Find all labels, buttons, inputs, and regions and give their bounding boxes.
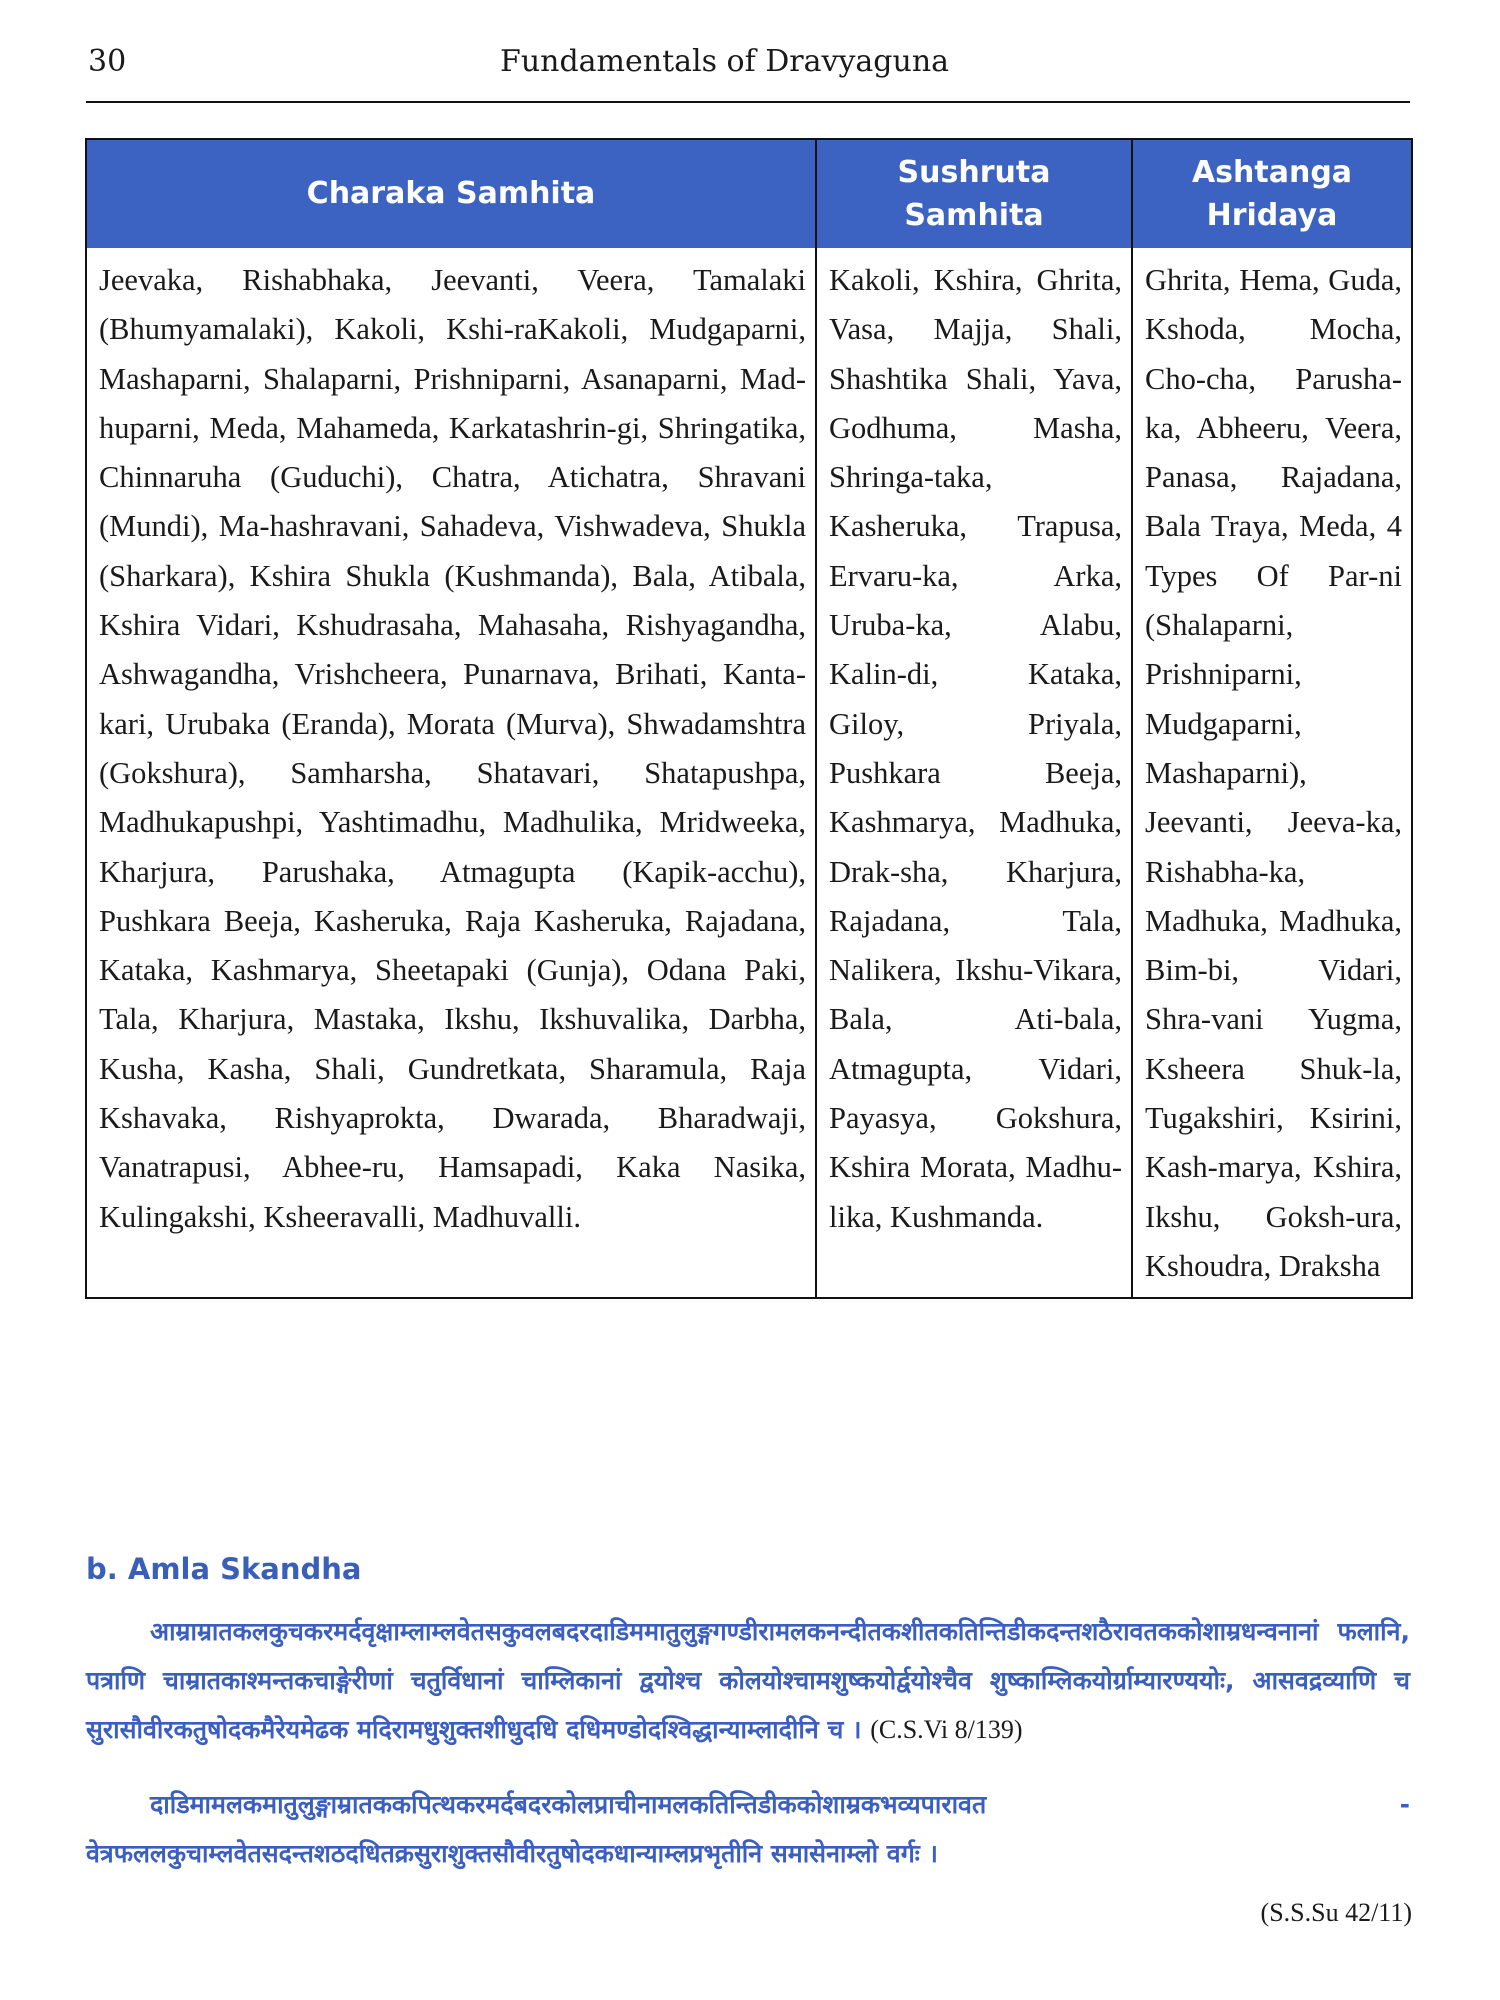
table-row [86, 248, 1412, 1298]
sanskrit-verse-2: दाडिमामलकमातुलुङ्गाम्रातककपित्थकरमर्दबदरकोलप्राचीनामलकतिन्तिडीककोशाम्रकभव्यपारावत - वेत्रफललकुचाम्लवेतसदन्तशठदधितक्रसुराशुक्तसौवीरतुषोदकधान्याम्लप्रभृतीनि समासेनाम्लो वर्गः । [86, 1790, 1410, 1868]
table-header-row [86, 139, 1412, 248]
cell-ashtanga-hridaya: Ghrita, Hema, Guda, Kshoda, Mocha, Cho-cha, Parusha-ka, Abheeru, Veera, Panasa, Rajadana, Bala Traya, Meda, 4 Types Of Par-ni (Shalaparni, Prishniparni, Mudgaparni, Mashaparni), Jeevanti, Jeeva-ka, Rishabha-ka, Madhuka, Madhuka, Bim-bi, Vidari, Shra-vani Yugma, Ksheera Shuk-la, Tugakshiri, Ksirini, Kash-marya, Kshira, Ikshu, Goksh-ura, Kshoudra, Draksha [1132, 248, 1412, 1298]
citation-2: (S.S.Su 42/11) [1260, 1898, 1412, 1927]
page-number: 30 [88, 44, 127, 79]
plant-list-table [85, 138, 1413, 1299]
header-divider [86, 101, 1410, 103]
cell-charaka-samhita: Jeevaka, Rishabhaka, Jeevanti, Veera, Tamalaki (Bhumyamalaki), Kakoli, Kshi-raKakoli, Mudgaparni, Mashaparni, Shalaparni, Prishniparni, Asanaparni, Mad-huparni, Meda, Mahameda, Karkatashrin-gi, Shringatika, Chinnaruha (Guduchi), Chatra, Atichatra, Shravani (Mundi), Ma-hashravani, Sahadeva, Vishwadeva, Shukla (Sharkara), Kshira Shukla (Kushmanda), Bala, Atibala, Kshira Vidari, Kshudrasaha, Mahasaha, Rishyagandha, Ashwagandha, Vrishcheera, Punarnava, Brihati, Kanta-kari, Urubaka (Eranda), Morata (Murva), Shwadamshtra (Gokshura), Samharsha, Shatavari, Shatapushpa, Madhukapushpi, Yashtimadhu, Madhulika, Mridweeka, Kharjura, Parushaka, Atmagupta (Kapik-acchu), Pushkara Beeja, Kasheruka, Raja Kasheruka, Rajadana, Kataka, Kashmarya, Sheetapaki (Gunja), Odana Paki, Tala, Kharjura, Mastaka, Ikshu, Ikshuvalika, Darbha, Kusha, Kasha, Shali, Gundretkata, Sharamula, Raja Kshavaka, Rishyaprokta, Dwarada, Bharadwaji, Vanatrapusi, Abhee-ru, Hamsapadi, Kaka Nasika, Kulingakshi, Ksheeravalli, Madhuvalli. [99, 263, 806, 1234]
header-charaka-samhita: Charaka Samhita [86, 139, 816, 248]
header-sushruta-samhita: Sushruta Samhita [816, 139, 1132, 248]
verse-1-text: आम्राम्रातकलकुचकरमर्दवृक्षाम्लाम्लवेतसकुवलबदरदाडिममातुलुङ्गगण्डीरामलकनन्दीतकशीतकतिन्तिडीकदन्तशठैरावतककोशाम्रधन्वनानां फलानि, पत्राणि चाम्रातकाश्मन्तकचाङ्गेरीणां चतुर्विधानां चाम्लिकानां द्वयोश्च कोलयोश्चामशुष्कयोर्द्वयोश्चैव शुष्काम्लिकयोर्ग्राम्यारण्ययोः, आसवद्रव्याणि च सुरासौवीरकतुषोदकमैरेयमेढक मदिरामधुशुक्तशीधुदधि दधिमण्डोदश्विद्धान्याम्लादीनि च । [86, 1617, 1410, 1744]
citation-1: (C.S.Vi 8/139) [870, 1715, 1023, 1744]
cell-sushruta-samhita: Kakoli, Kshira, Ghrita, Vasa, Majja, Shali, Shashtika Shali, Yava, Godhuma, Masha, Shringa-taka, Kasheruka, Trapusa, Ervaru-ka, Arka, Uruba-ka, Alabu, Kalin-di, Kataka, Giloy, Priyala, Pushkara Beeja, Kashmarya, Madhuka, Drak-sha, Kharjura, Rajadana, Tala, Nalikera, Ikshu-Vikara, Bala, Ati-bala, Atmagupta, Vidari, Payasya, Gokshura, Kshira Morata, Madhu-lika, Kushmanda. [816, 248, 1132, 1298]
sanskrit-verse-1 [86, 1607, 1410, 1754]
running-title: Fundamentals of Dravyaguna [500, 44, 950, 79]
header-ashtanga-hridaya: Ashtanga Hridaya [1132, 139, 1412, 248]
section-heading: b. Amla Skandha [86, 1552, 362, 1586]
